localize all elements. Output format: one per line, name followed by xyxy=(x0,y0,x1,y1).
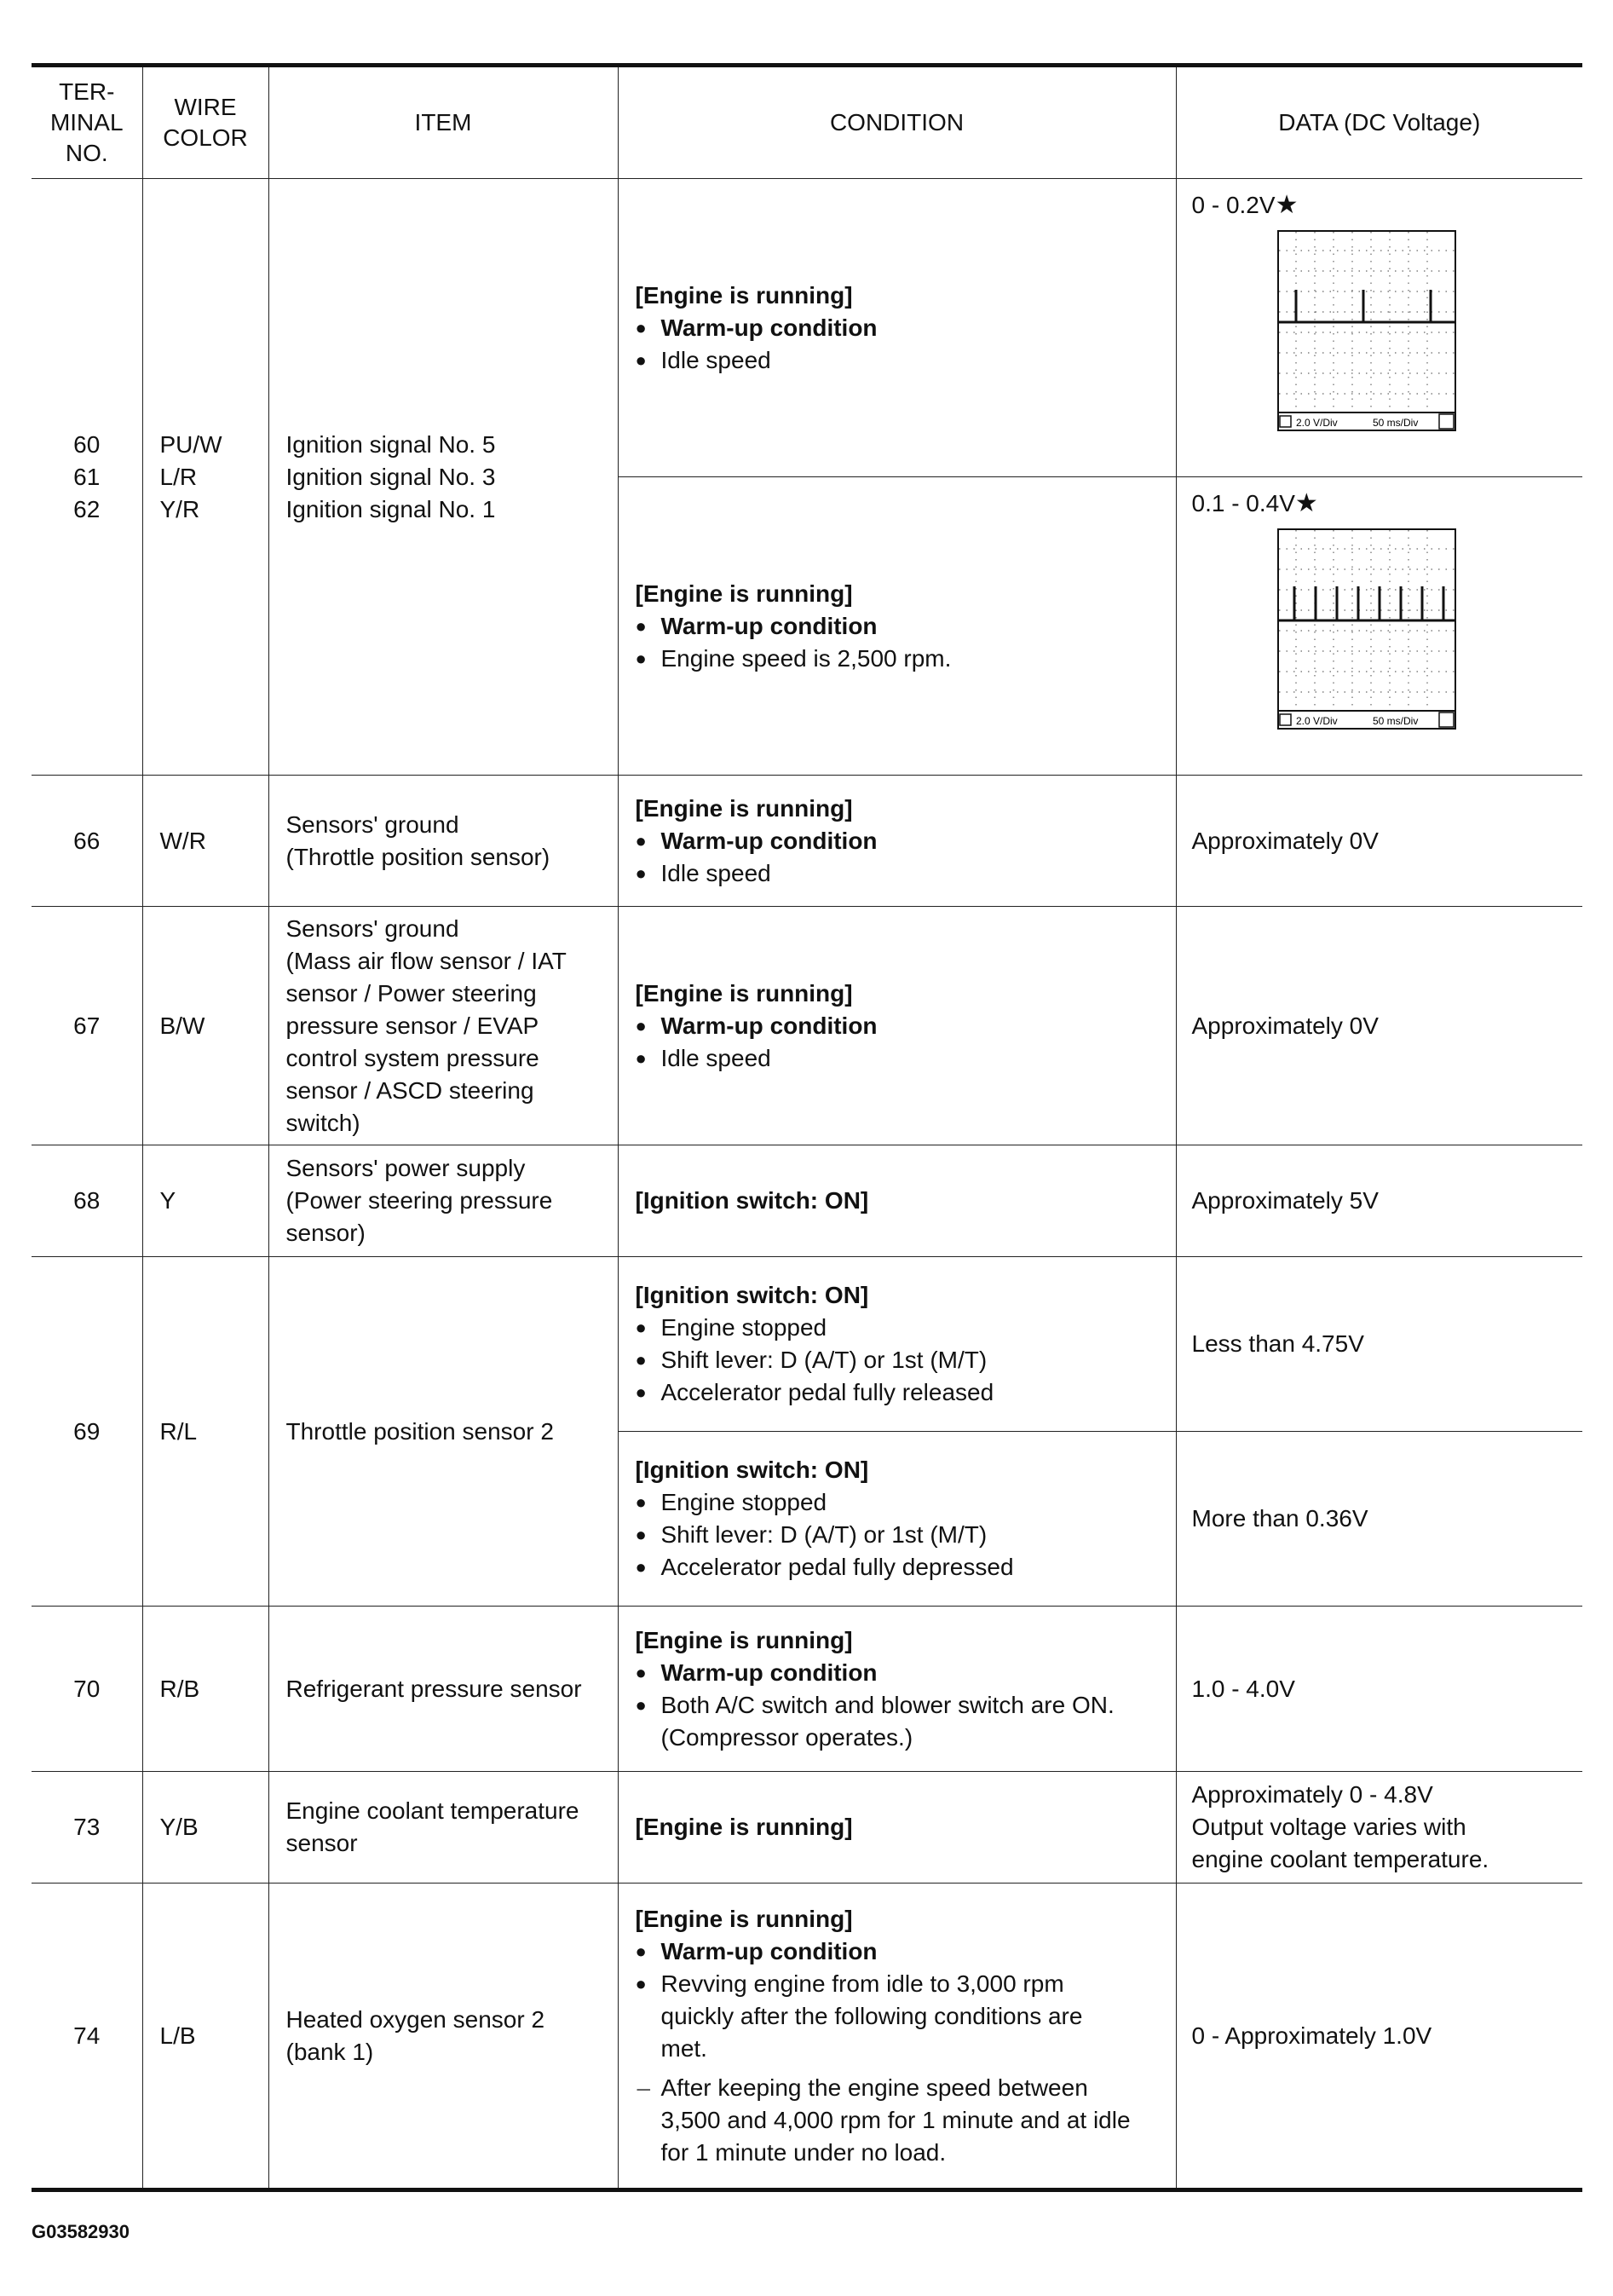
terminal-data-table xyxy=(32,63,1582,2192)
table-row xyxy=(32,776,1582,907)
data-cell xyxy=(1176,179,1582,477)
terminal-no: 74 xyxy=(32,1884,142,2190)
condition-cell xyxy=(618,477,1176,776)
table-row xyxy=(32,1257,1582,1432)
star-icon: ★ xyxy=(1294,489,1318,517)
table-row xyxy=(32,179,1582,477)
condition-bullet: ● Engine stopped xyxy=(636,1312,1161,1344)
wire-color: W/R xyxy=(142,776,268,907)
condition-cell xyxy=(618,1145,1176,1257)
terminal-no: 66 xyxy=(32,776,142,907)
condition-bullet: ● Warm-up condition xyxy=(636,1935,1161,1968)
condition-bullet: ● Idle speed xyxy=(636,344,1161,377)
data-cell: Approximately 0V xyxy=(1176,907,1582,1145)
header-wire-color: WIRE COLOR xyxy=(142,66,268,179)
star-icon: ★ xyxy=(1275,191,1299,219)
data-value: 0.1 - 0.4V xyxy=(1191,490,1295,516)
condition-cell xyxy=(618,1884,1176,2190)
wire-color: Y/B xyxy=(142,1772,268,1884)
condition-cell xyxy=(618,1257,1176,1432)
condition-title: [Engine is running] xyxy=(635,794,853,822)
condition-bullet: ● Warm-up condition xyxy=(636,1657,1161,1689)
item-text: Sensors' power supply (Power steering pressure sensor) xyxy=(268,1145,618,1257)
table-row xyxy=(32,1607,1582,1772)
oscilloscope-waveform-icon xyxy=(1277,230,1456,431)
condition-title: [Engine is running] xyxy=(635,979,853,1007)
item-text: Throttle position sensor 2 xyxy=(268,1257,618,1607)
data-cell: 0 - Approximately 1.0V xyxy=(1176,1884,1582,2190)
condition-bullet: ● Warm-up condition xyxy=(636,825,1161,857)
scope-time-div: 50 ms/Div xyxy=(1372,417,1418,429)
header-row xyxy=(32,66,1582,179)
condition-title: [Engine is running] xyxy=(635,580,853,607)
terminal-no: 67 xyxy=(32,907,142,1145)
condition-cell xyxy=(618,1607,1176,1772)
item-text: Engine coolant temperature sensor xyxy=(268,1772,618,1884)
item-text: Sensors' ground (Throttle position sensor) xyxy=(268,776,618,907)
condition-title: [Ignition switch: ON] xyxy=(635,1187,869,1214)
condition-bullet: ● Engine speed is 2,500 rpm. xyxy=(636,643,1161,675)
scope-time-div: 50 ms/Div xyxy=(1372,715,1418,727)
data-cell xyxy=(1176,477,1582,776)
condition-cell xyxy=(618,1432,1176,1607)
table-row xyxy=(32,1772,1582,1884)
wire-color: B/W xyxy=(142,907,268,1145)
condition-bullet: ● Accelerator pedal fully released xyxy=(636,1376,1161,1409)
table-row xyxy=(32,1145,1582,1257)
condition-bullet: ● Both A/C switch and blower switch are ON. (Compressor operates.) xyxy=(636,1689,1161,1754)
data-cell: Approximately 0V xyxy=(1176,776,1582,907)
header-condition: CONDITION xyxy=(618,66,1176,179)
data-cell: More than 0.36V xyxy=(1176,1432,1582,1607)
wire-color: R/L xyxy=(142,1257,268,1607)
condition-cell xyxy=(618,1772,1176,1884)
figure-id: G03582930 xyxy=(32,2221,130,2242)
condition-cell xyxy=(618,776,1176,907)
item-text: Refrigerant pressure sensor xyxy=(268,1607,618,1772)
condition-bullet: ● Shift lever: D (A/T) or 1st (M/T) xyxy=(636,1344,1161,1376)
table-row xyxy=(32,907,1582,1145)
scope-volt-div: 2.0 V/Div xyxy=(1295,417,1338,429)
header-item: ITEM xyxy=(268,66,618,179)
terminal-no: 68 xyxy=(32,1145,142,1257)
condition-cell xyxy=(618,907,1176,1145)
condition-bullet: ● Revving engine from idle to 3,000 rpm quickly after the following conditions are met. xyxy=(636,1968,1161,2065)
header-data: DATA (DC Voltage) xyxy=(1176,66,1582,179)
terminal-no: 73 xyxy=(32,1772,142,1884)
scope-volt-div: 2.0 V/Div xyxy=(1295,715,1338,727)
condition-bullet: ● Warm-up condition xyxy=(636,1010,1161,1042)
data-value: 0 - 0.2V xyxy=(1191,192,1276,218)
condition-bullet: ● Idle speed xyxy=(636,1042,1161,1075)
data-cell: 1.0 - 4.0V xyxy=(1176,1607,1582,1772)
condition-title: [Engine is running] xyxy=(635,281,853,309)
condition-title: [Ignition switch: ON] xyxy=(635,1282,869,1308)
data-cell: Less than 4.75V xyxy=(1176,1257,1582,1432)
wire-color: Y xyxy=(142,1145,268,1257)
item-text: Ignition signal No. 5 Ignition signal No. 3 Ignition signal No. 1 xyxy=(268,179,618,776)
condition-bullet: ● Idle speed xyxy=(636,857,1161,890)
condition-cell xyxy=(618,179,1176,477)
data-cell: Approximately 5V xyxy=(1176,1145,1582,1257)
condition-title: [Engine is running] xyxy=(635,1626,853,1653)
condition-title: [Ignition switch: ON] xyxy=(635,1457,869,1483)
terminal-data-table-sheet xyxy=(32,63,1582,2192)
wire-color: PU/W L/R Y/R xyxy=(142,179,268,776)
condition-title: [Engine is running] xyxy=(635,1905,853,1932)
condition-bullet: ● Warm-up condition xyxy=(636,312,1161,344)
condition-bullet: ● Engine stopped xyxy=(636,1486,1161,1519)
condition-bullet: ● Warm-up condition xyxy=(636,610,1161,643)
item-text: Heated oxygen sensor 2 (bank 1) xyxy=(268,1884,618,2190)
wire-color: R/B xyxy=(142,1607,268,1772)
wire-color: L/B xyxy=(142,1884,268,2190)
condition-sub-item: – After keeping the engine speed between 3,500 and 4,000 rpm for 1 minute and at idle for 1 minute under no load. xyxy=(636,2072,1161,2169)
data-cell: Approximately 0 - 4.8V Output voltage varies with engine coolant temperature. xyxy=(1176,1772,1582,1884)
terminal-no: 70 xyxy=(32,1607,142,1772)
oscilloscope-waveform-icon xyxy=(1277,528,1456,730)
header-terminal-no: TER- MINAL NO. xyxy=(32,66,142,179)
condition-bullet: ● Accelerator pedal fully depressed xyxy=(636,1551,1161,1584)
condition-title: [Engine is running] xyxy=(635,1814,853,1840)
condition-bullet: ● Shift lever: D (A/T) or 1st (M/T) xyxy=(636,1519,1161,1551)
item-text: Sensors' ground (Mass air flow sensor / IAT sensor / Power steering pressure sensor / EVAP control system pressure sensor / ASCD steering switch) xyxy=(268,907,618,1145)
terminal-no: 60 61 62 xyxy=(32,179,142,776)
table-row xyxy=(32,1884,1582,2190)
terminal-no: 69 xyxy=(32,1257,142,1607)
